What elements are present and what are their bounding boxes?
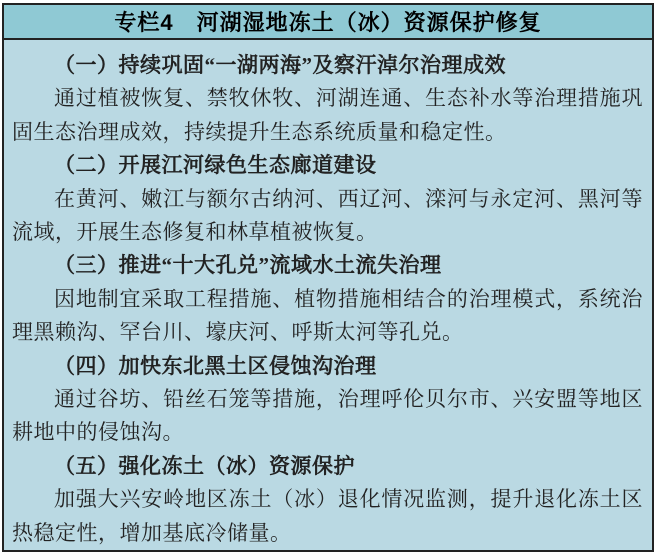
panel-body	[4, 40, 652, 550]
section-body: 在黄河、嫩江与额尔古纳河、西辽河、滦河与永定河、黑河等流域，开展生态修复和林草植被恢复。	[12, 186, 643, 244]
section-body: 因地制宜采取工程措施、植物措施相结合的治理模式，系统治理黑赖沟、罕台川、壕庆河、呼斯太河等孔兑。	[12, 286, 643, 345]
panel-header	[4, 5, 652, 40]
section-body: 加强大兴安岭地区冻土（冰）退化情况监测，提升退化冻土区热稳定性，增加基底冷储量。	[12, 487, 643, 545]
section	[12, 149, 643, 249]
column-panel	[2, 3, 654, 552]
panel-title: 专栏4 河湖湿地冻土（冰）资源保护修复	[114, 9, 542, 35]
section	[12, 350, 643, 450]
section-heading: （一）持续巩固“一湖两海”及察汗淖尔治理成效	[54, 52, 506, 77]
section-heading: （二）开展江河绿色生态廊道建设	[54, 153, 377, 178]
section-heading: （四）加快东北黑土区侵蚀沟治理	[54, 353, 377, 378]
section-heading: （三）推进“十大孔兑”流域水土流失治理	[54, 253, 442, 278]
section-body: 通过谷坊、铅丝石笼等措施，治理呼伦贝尔市、兴安盟等地区耕地中的侵蚀沟。	[12, 386, 643, 445]
section	[12, 249, 643, 349]
section	[12, 49, 643, 149]
section-body: 通过植被恢复、禁牧休牧、河湖连通、生态补水等治理措施巩固生态治理成效，持续提升生态系统质量和稳定性。	[12, 86, 643, 144]
section	[12, 450, 643, 550]
section-heading: （五）强化冻土（冰）资源保护	[54, 453, 355, 478]
